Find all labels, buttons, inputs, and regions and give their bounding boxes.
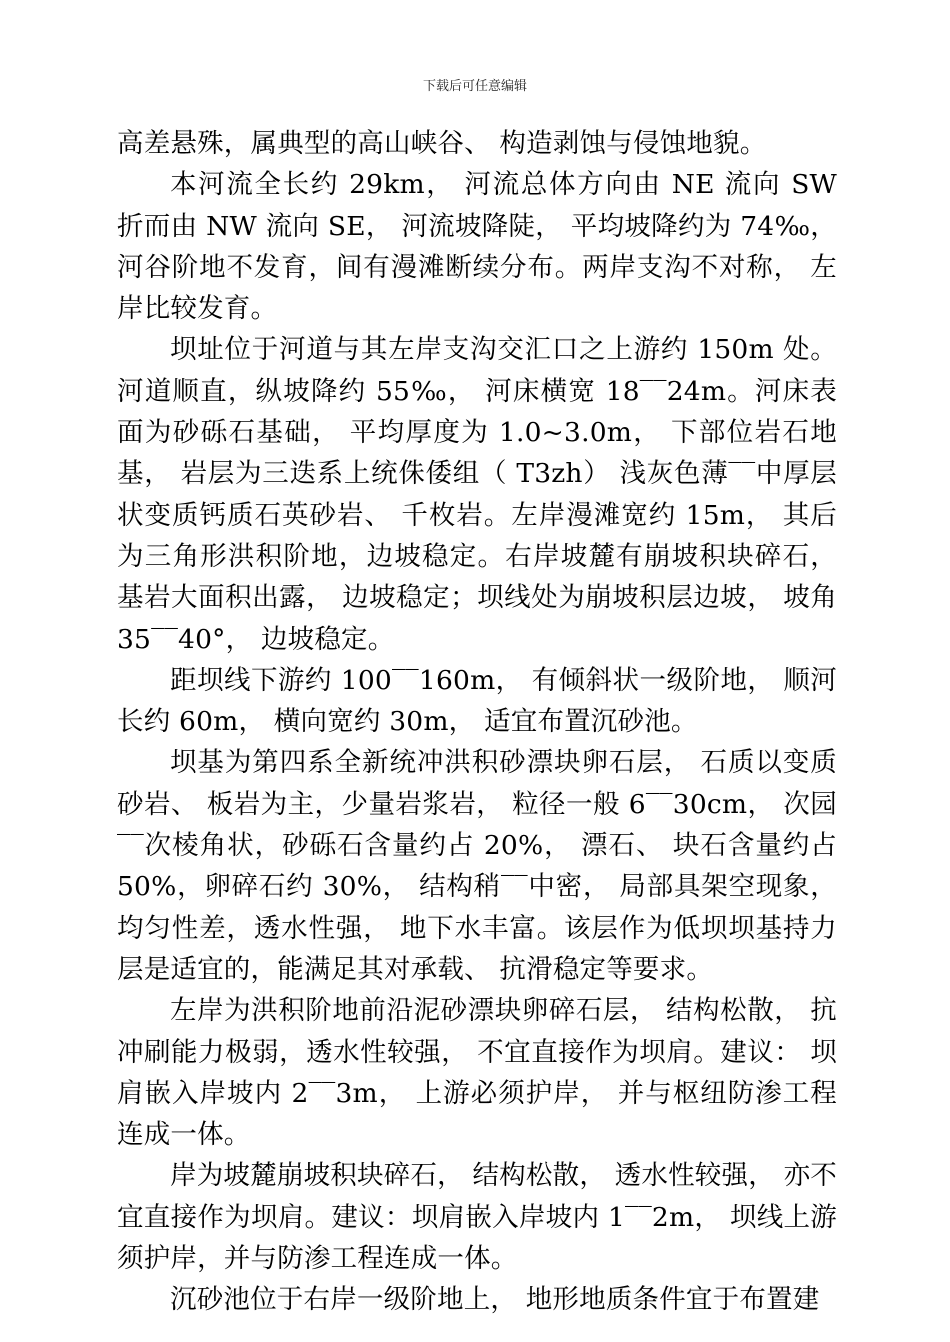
body-text: [117, 123, 837, 1321]
paragraph-5: 坝基为第四系全新统冲洪积砂漂块卵石层， 石质以变质砂岩、 板岩为主，少量岩浆岩， 粒径一般 6‾‾30cm， 次园‾‾次棱角状，砂砾石含量约占 20%， 漂石、 块石含量约占 50%，卵碎石约 30%， 结构稍‾‾中密， 局部具架空现象， 均匀性差，透水性强， 地下水丰富。该层作为低坝坝基持力层是适宜的，能满足其对承载、 抗滑稳定等要求。: [117, 747, 837, 985]
paragraph-2: 本河流全长约 29km， 河流总体方向由 NE 流向 SW 折而由 NW 流向 SE， 河流坡降陡， 平均坡降约为 74‰， 河谷阶地不发育，间有漫滩断续分布。两岸支沟不对称， 左岸比较发育。: [117, 169, 837, 325]
paragraph-8: 沉砂池位于右岸一级阶地上， 地形地质条件宜于布置建: [170, 1284, 820, 1316]
paragraph-7: 岸为坡麓崩坡积块碎石， 结构松散， 透水性较强， 亦不宜直接作为坝肩。建议：坝肩嵌入岸坡内 1‾‾2m， 坝线上游须护岸，并与防渗工程连成一体。: [117, 1160, 837, 1275]
paragraph-3: 坝址位于河道与其左岸支沟交汇口之上游约 150m 处。河道顺直，纵坡降约 55‰， 河床横宽 18‾‾24m。河床表面为砂砾石基础， 平均厚度为 1.0~3.0m， 下部位岩石地基， 岩层为三迭系上统侏倭组（ T3zh） 浅灰色薄‾‾中厚层状变质钙质石英砂岩、 千枚岩。左岸漫滩宽约 15m， 其后为三角形洪积阶地，边坡稳定。右岸坡麓有崩坡积块碎石， 基岩大面积出露， 边坡稳定；坝线处为崩坡积层边坡， 坡角 35‾‾40°， 边坡稳定。: [117, 334, 837, 655]
paragraph-6: 左岸为洪积阶地前沿泥砂漂块卵碎石层， 结构松散， 抗冲刷能力极弱，透水性较强， 不宜直接作为坝肩。建议： 坝肩嵌入岸坡内 2‾‾3m， 上游必须护岸， 并与枢纽防渗工程连成一体。: [117, 995, 837, 1151]
page-header: 下载后可任意编辑: [422, 79, 527, 94]
paragraph-4: 距坝线下游约 100‾‾160m， 有倾斜状一级阶地， 顺河长约 60m， 横向宽约 30m， 适宜布置沉砂池。: [117, 664, 837, 738]
paragraph-1: 高差悬殊，属典型的高山峡谷、 构造剥蚀与侵蚀地貌。: [117, 128, 767, 159]
